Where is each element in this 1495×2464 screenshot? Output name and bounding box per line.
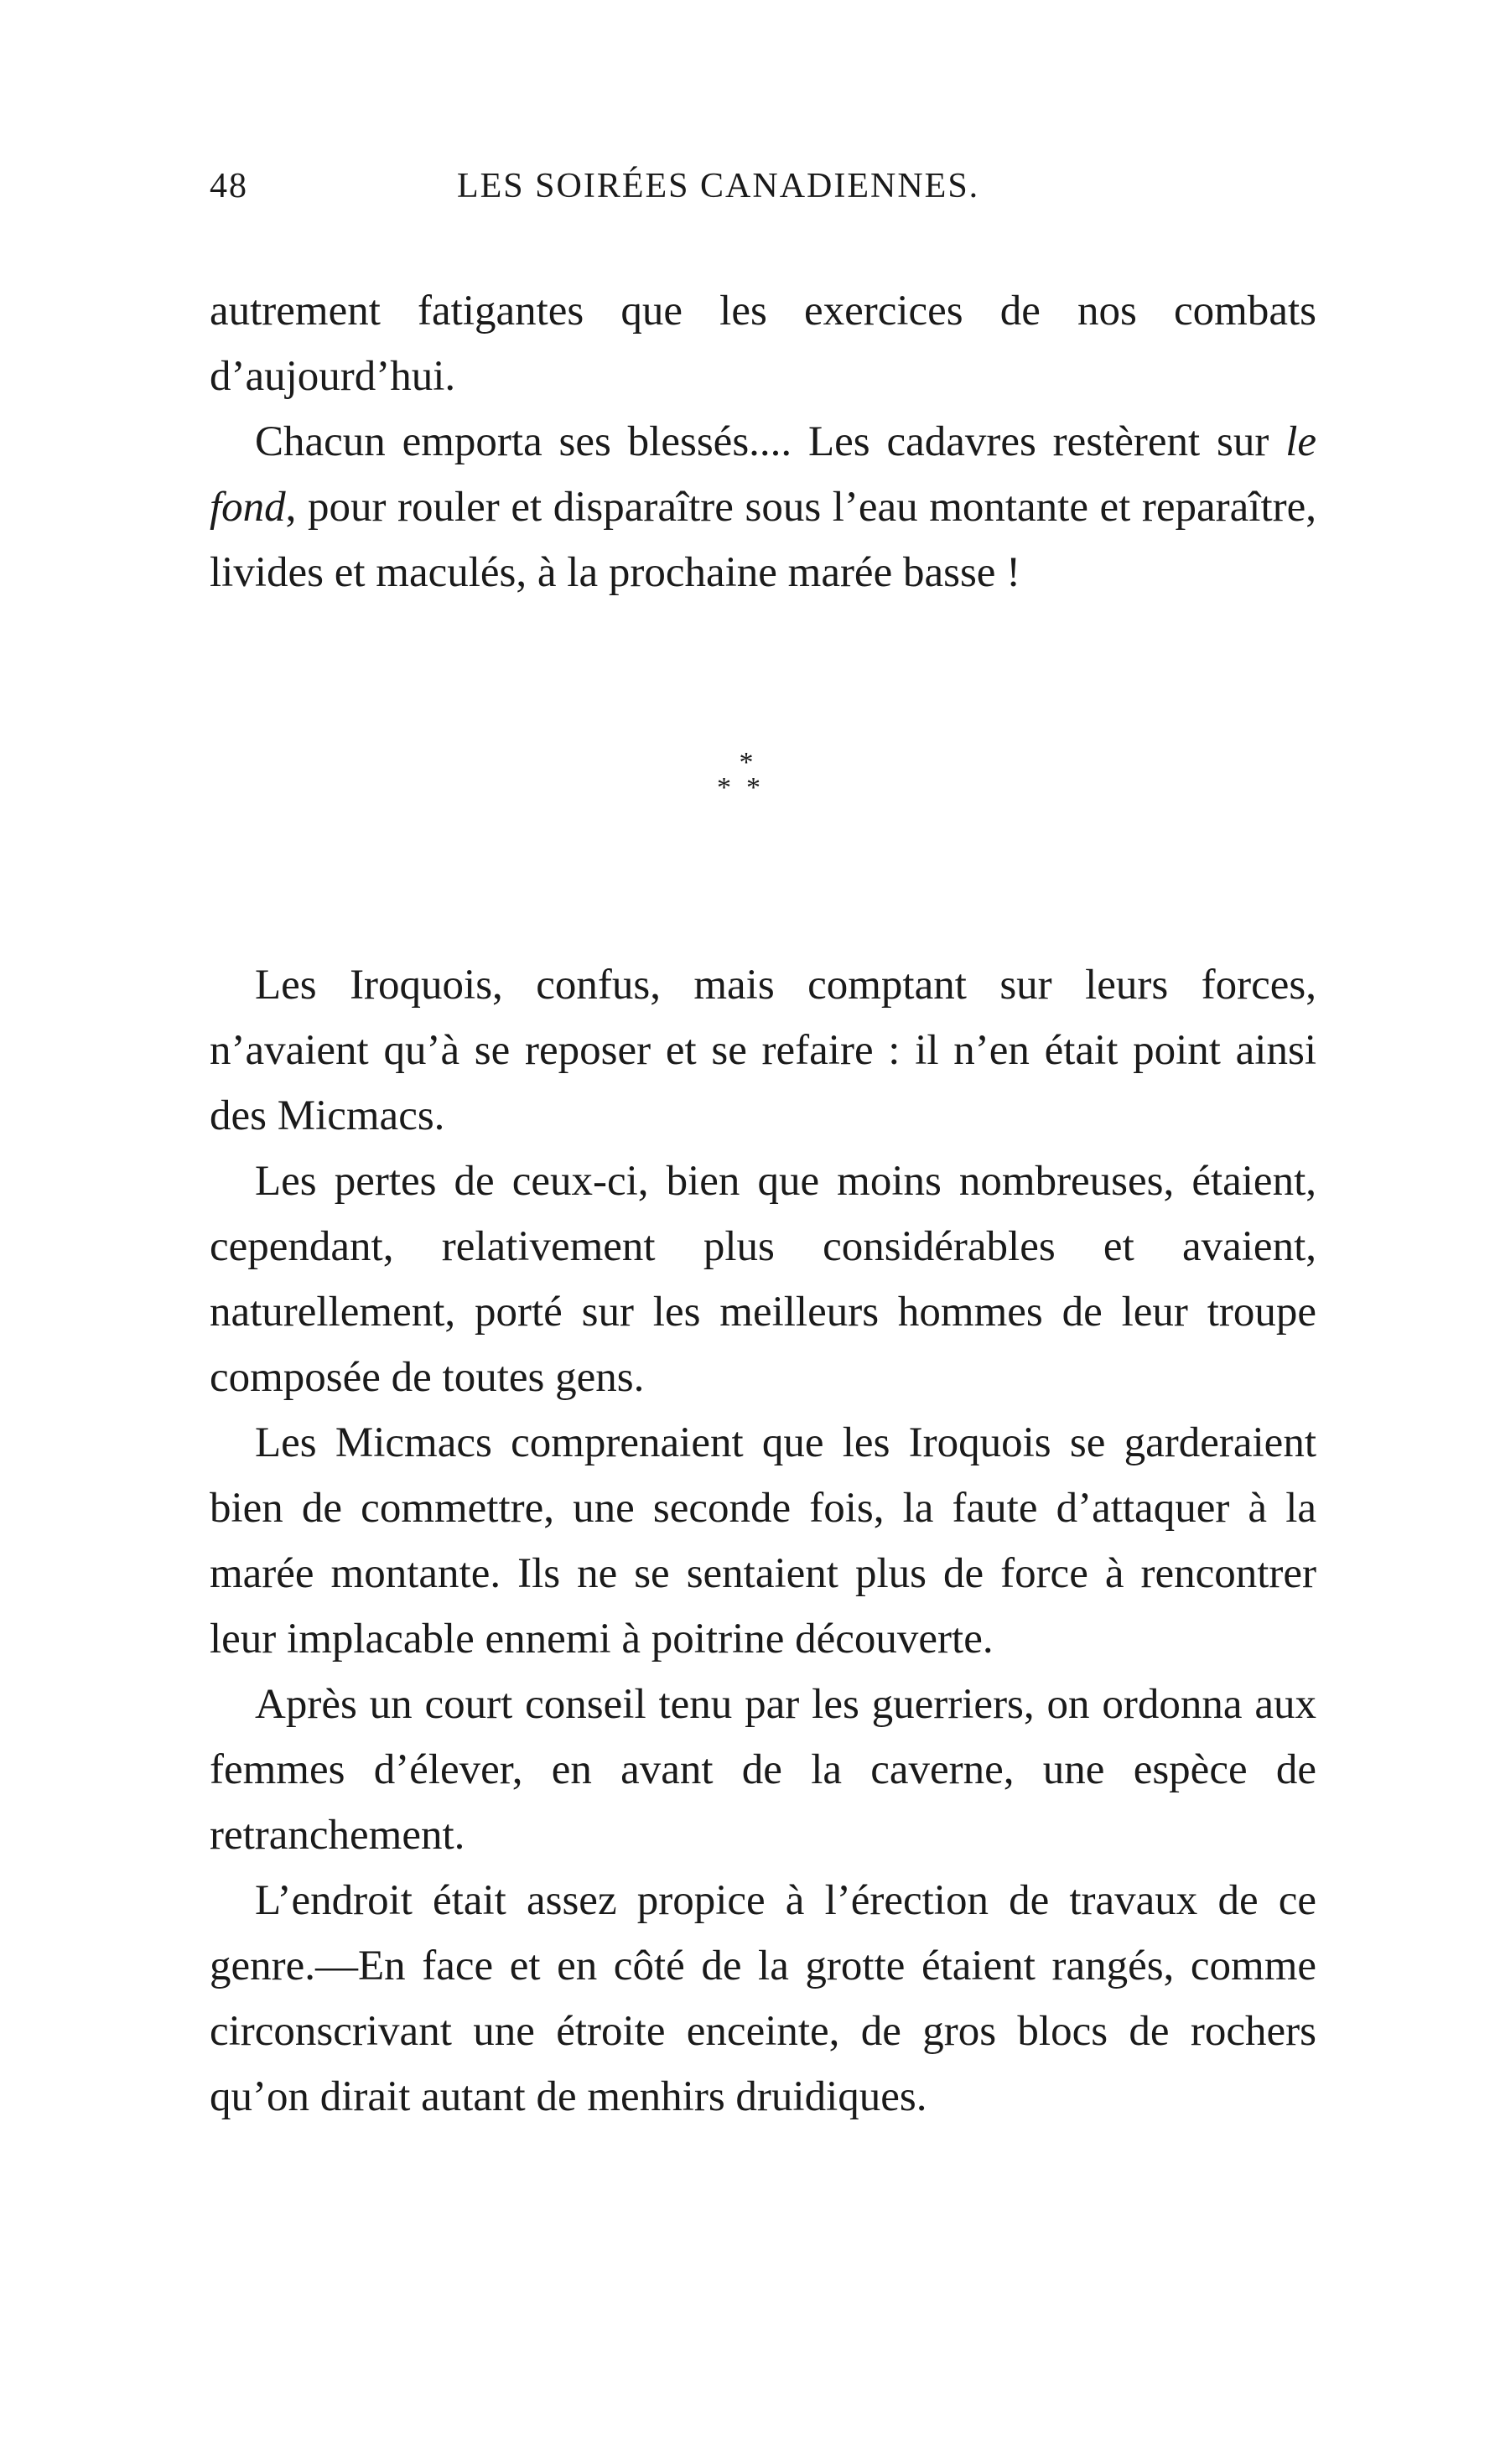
- paragraph-text: Chacun emporta ses blessés.... Les cadavres restèrent sur: [255, 418, 1286, 465]
- paragraph: Les pertes de ceux-ci, bien que moins nombreuses, étaient, cependant, relativement plus considérables et avaient, naturellement, porté sur les meilleurs hommes de leur troupe composée de toutes gens.: [210, 1158, 1316, 1401]
- asterism-bottom: **: [717, 772, 776, 803]
- page-header: [210, 166, 1316, 216]
- paragraph: L’endroit était assez propice à l’érection de travaux de ce genre.—En face et en côté de la grotte étaient rangés, comme circonscrivant une étroite enceinte, de gros blocs de rochers qu’on dirait autant de menhirs druidiques.: [210, 1877, 1316, 2120]
- asterism-top: *: [739, 747, 754, 778]
- italic-phrase: le fond: [210, 418, 1316, 531]
- running-title: LES SOIRÉES CANADIENNES.: [457, 167, 980, 205]
- paragraph: [210, 409, 1316, 605]
- text-section-2: [210, 952, 1316, 2129]
- paragraph-text: , pour rouler et disparaître sous l’eau montante et reparaître, livides et maculés, à la prochaine marée basse !: [210, 484, 1316, 596]
- paragraph: Les Micmacs comprenaient que les Iroquois se garderaient bien de commettre, une seconde fois, la faute d’attaquer à la marée montante. Ils ne se sentaient plus de force à rencontrer leur implacable ennemi à poitrine découverte.: [210, 1419, 1316, 1663]
- paragraph: Les Iroquois, confus, mais comptant sur leurs forces, n’avaient qu’à se reposer et se refaire : il n’en était point ainsi des Micmacs.: [210, 962, 1316, 1139]
- page-number: 48: [210, 167, 248, 205]
- paragraph: Après un court conseil tenu par les guerriers, on ordonna aux femmes d’élever, en avant de la caverne, une espèce de retranchement.: [210, 1681, 1316, 1859]
- continued-paragraph: autrement fatigantes que les exercices de nos combats d’aujourd’hui.: [210, 288, 1316, 400]
- section-separator-asterism: [704, 747, 788, 817]
- text-section-1: [210, 278, 1316, 605]
